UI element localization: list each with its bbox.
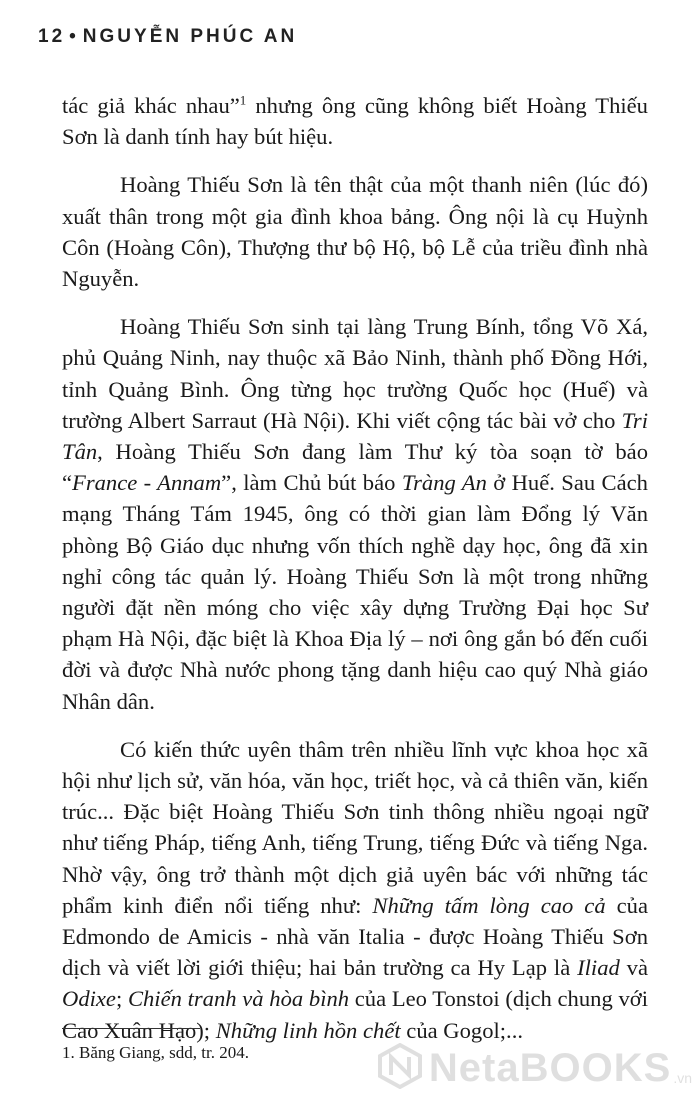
paragraph-3 <box>62 311 648 717</box>
header-bullet: • <box>69 26 79 47</box>
body-text <box>62 90 648 1046</box>
running-header <box>38 26 297 48</box>
text-segment: ; <box>115 986 128 1012</box>
text-segment: tác giả khác nhau” <box>62 93 240 118</box>
italic-title: Chiến tranh và hòa bình <box>127 986 350 1012</box>
italic-title: Tràng An <box>401 470 487 496</box>
footnote: 1. Băng Giang, sdd, tr. 204. <box>62 1043 249 1062</box>
text-segment: Hoàng Thiếu Sơn là tên thật của một thanh niên (lúc đó) xuất thân trong một gia đình khoa bảng. Ông nội là cụ Huỳnh Côn (Hoàng Côn), Thượng thư bộ Hộ, bộ Lễ của triều đình nhà Nguyễn. <box>62 172 648 292</box>
text-segment: Có kiến thức uyên thâm trên nhiều lĩnh vực khoa học xã hội như lịch sử, văn hóa, văn học, triết học, và cả thiên văn, kiến trúc... Đặc biệt Hoàng Thiếu Sơn tinh thông nhiều ngoại ngữ như tiếng Pháp, tiếng Anh, tiếng Trung, tiếng Đức và tiếng Nga. Nhờ vậy, ông trở thành một dịch giả uyên bác với những tác phẩm kinh điển nổi tiếng như: <box>62 736 648 918</box>
text-segment: và <box>619 955 648 981</box>
footnote-ref: 1 <box>239 92 247 108</box>
footnote-divider <box>62 1028 200 1029</box>
italic-title: Tri Tân <box>62 407 648 465</box>
italic-title: Odixe <box>62 986 116 1012</box>
page-number: 12 <box>38 26 66 47</box>
watermark-domain: .vn <box>673 1070 692 1086</box>
paragraph-1 <box>62 90 648 152</box>
paragraph-2 <box>62 169 648 294</box>
text-segment: , Hoàng Thiếu Sơn đang làm Thư ký tòa soạn tờ báo “ <box>62 439 648 496</box>
header-author: NGUYỄN PHÚC AN <box>82 26 298 47</box>
watermark <box>377 1043 692 1094</box>
italic-title: Những tấm lòng cao cả <box>372 892 606 918</box>
text-segment: của Gogol;... <box>400 1017 523 1043</box>
watermark-brand: NetaBOOKS <box>428 1046 672 1090</box>
netabooks-logo-icon <box>377 1043 423 1094</box>
text-segment: của Leo Tonstoi (dịch chung với Cao Xuân Hạo); <box>62 986 648 1043</box>
text-segment: nhưng ông cũng không biết Hoàng Thiếu Sơn là danh tính hay bút hiệu. <box>62 93 648 150</box>
text-segment: ở Huế. Sau Cách mạng Tháng Tám 1945, ông có thời gian làm Đổng lý Văn phòng Bộ Giáo dục nhưng vốn thích nghề dạy học, ông đã xin nghỉ công tác quản lý. Hoàng Thiếu Sơn là một trong những người đặt nền móng cho việc xây dựng Trường Đại học Sư phạm Hà Nội, đặc biệt là Khoa Địa lý – nơi ông gắn bó đến cuối đời và được Nhà nước phong tặng danh hiệu cao quý Nhà giáo Nhân dân. <box>62 470 648 714</box>
paragraph-4 <box>62 734 648 1046</box>
text-segment: Hoàng Thiếu Sơn sinh tại làng Trung Bính, tổng Võ Xá, phủ Quảng Ninh, nay thuộc xã Bảo Ninh, thành phố Đồng Hới, tỉnh Quảng Bình. Ông từng học trường Quốc học (Huế) và trường Albert Sarraut (Hà Nội). Khi viết cộng tác bài vở cho <box>62 314 648 433</box>
italic-title: Những linh hồn chết <box>215 1017 401 1043</box>
text-segment: của Edmondo de Amicis - nhà văn Italia - được Hoàng Thiếu Sơn dịch và viết lời giới thiệu; hai bản trường ca Hy Lạp là <box>62 892 648 981</box>
italic-title: Iliad <box>577 955 620 981</box>
text-segment: ”, làm Chủ bút báo <box>221 470 402 496</box>
italic-title: France - Annam <box>72 470 222 496</box>
